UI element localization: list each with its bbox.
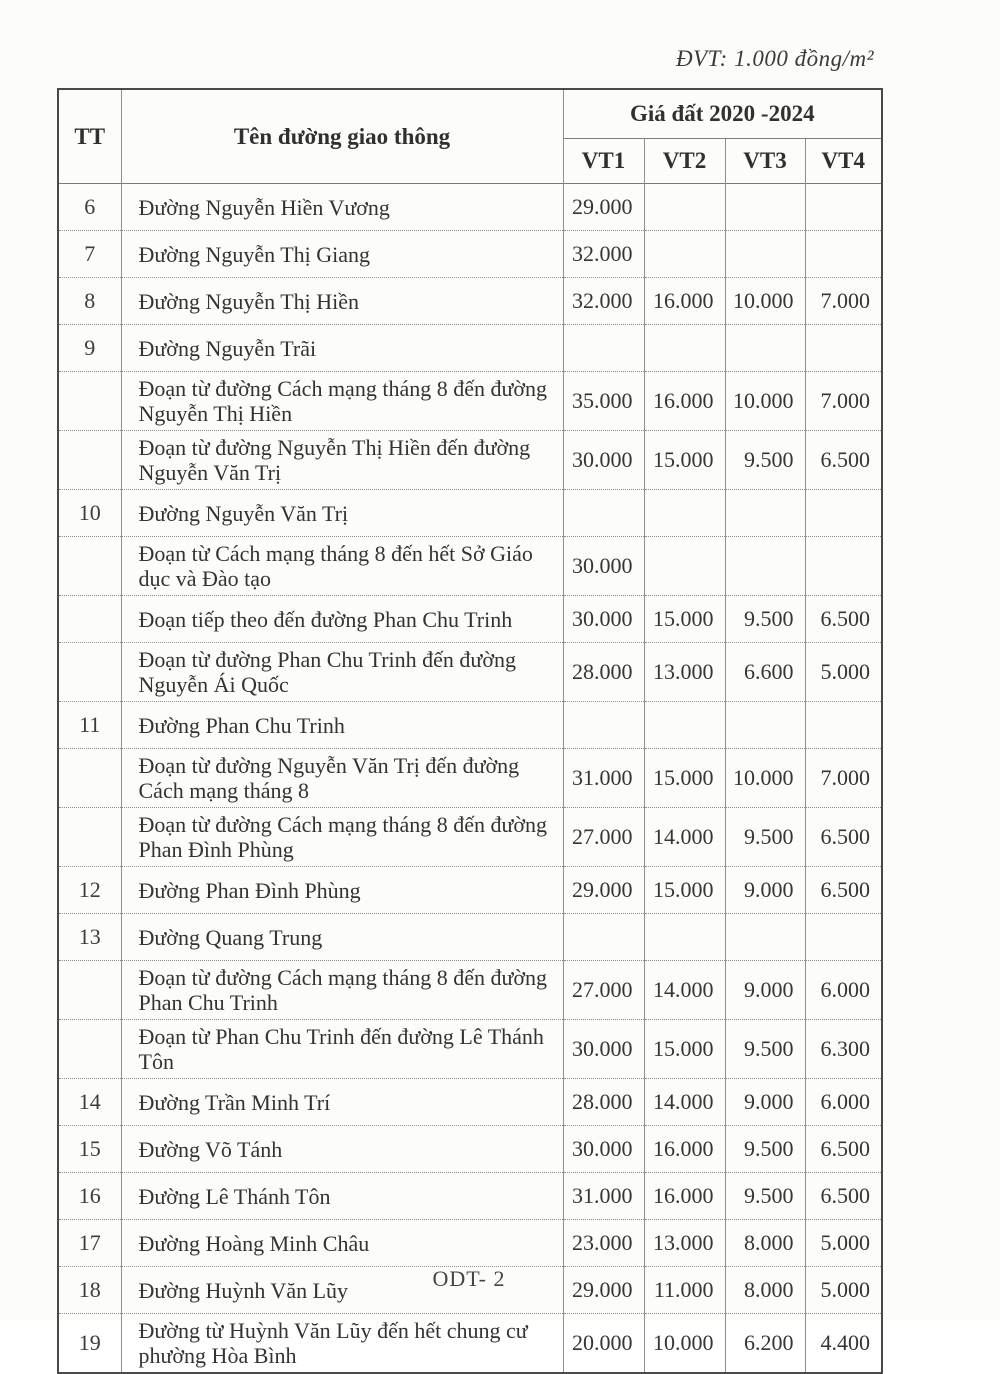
header-price-group: Giá đất 2020 -2024: [563, 89, 882, 139]
header-row-group: [58, 89, 882, 139]
unit-note: ĐVT: 1.000 đồng/m²: [676, 46, 874, 71]
price-vt2: 14.000: [644, 808, 725, 867]
price-vt2: [644, 325, 725, 372]
road-name: Đường Lê Thánh Tôn: [121, 1173, 563, 1220]
price-vt2: 15.000: [644, 596, 725, 643]
price-vt2: [644, 231, 725, 278]
row-number: 8: [58, 278, 121, 325]
price-vt4: 5.000: [805, 643, 882, 702]
road-name: Đường Trần Minh Trí: [121, 1079, 563, 1126]
price-vt3: 9.500: [725, 596, 805, 643]
header-vt1: VT1: [563, 139, 644, 184]
price-vt3: 9.000: [725, 1079, 805, 1126]
price-vt3: [725, 325, 805, 372]
row-number: [58, 961, 121, 1020]
price-vt3: 9.500: [725, 431, 805, 490]
price-vt4: 6.300: [805, 1020, 882, 1079]
price-vt1: 32.000: [563, 231, 644, 278]
row-number: 16: [58, 1173, 121, 1220]
price-vt2: 16.000: [644, 1173, 725, 1220]
price-vt2: [644, 702, 725, 749]
row-number: [58, 643, 121, 702]
price-vt3: 8.000: [725, 1220, 805, 1267]
price-vt2: 15.000: [644, 1020, 725, 1079]
price-vt3: [725, 184, 805, 231]
price-vt4: 7.000: [805, 372, 882, 431]
price-vt3: 9.000: [725, 961, 805, 1020]
table-row: [58, 278, 882, 325]
price-vt4: 6.000: [805, 961, 882, 1020]
road-name: Đoạn từ đường Nguyễn Thị Hiền đến đường Nguyễn Văn Trị: [121, 431, 563, 490]
table-row: [58, 867, 882, 914]
price-vt1: 29.000: [563, 184, 644, 231]
price-vt4: [805, 490, 882, 537]
price-vt2: 13.000: [644, 643, 725, 702]
price-vt3: [725, 537, 805, 596]
price-vt1: 31.000: [563, 1173, 644, 1220]
price-vt4: [805, 702, 882, 749]
row-number: [58, 537, 121, 596]
row-number: 9: [58, 325, 121, 372]
table-row: [58, 325, 882, 372]
price-vt3: 6.600: [725, 643, 805, 702]
row-number: 10: [58, 490, 121, 537]
table-body: [58, 184, 882, 1374]
price-vt3: [725, 702, 805, 749]
table-row: [58, 1314, 882, 1374]
road-name: Đoạn từ đường Cách mạng tháng 8 đến đường Nguyễn Thị Hiền: [121, 372, 563, 431]
table-row: [58, 431, 882, 490]
price-vt1: 27.000: [563, 961, 644, 1020]
price-vt4: [805, 231, 882, 278]
price-vt3: [725, 231, 805, 278]
row-number: [58, 749, 121, 808]
price-vt2: 15.000: [644, 749, 725, 808]
road-name: Đường Hoàng Minh Châu: [121, 1220, 563, 1267]
page-footer: ODT- 2: [432, 1266, 506, 1291]
road-name: Đường Quang Trung: [121, 914, 563, 961]
row-number: 7: [58, 231, 121, 278]
price-vt2: [644, 537, 725, 596]
table-row: [58, 1126, 882, 1173]
price-vt4: 5.000: [805, 1267, 882, 1314]
price-vt1: 30.000: [563, 431, 644, 490]
table-row: [58, 372, 882, 431]
price-vt3: 10.000: [725, 278, 805, 325]
price-vt1: 30.000: [563, 596, 644, 643]
table-row: [58, 1173, 882, 1220]
road-name: Đường Nguyễn Thị Giang: [121, 231, 563, 278]
price-vt4: 6.500: [805, 596, 882, 643]
price-vt2: 16.000: [644, 278, 725, 325]
header-vt3: VT3: [725, 139, 805, 184]
road-name: Đường Phan Đình Phùng: [121, 867, 563, 914]
row-number: 11: [58, 702, 121, 749]
price-vt1: 29.000: [563, 1267, 644, 1314]
road-name: Đoạn từ đường Cách mạng tháng 8 đến đường Phan Đình Phùng: [121, 808, 563, 867]
row-number: 18: [58, 1267, 121, 1314]
row-number: [58, 431, 121, 490]
price-vt1: 29.000: [563, 867, 644, 914]
road-name: Đoạn từ Phan Chu Trinh đến đường Lê Thánh Tôn: [121, 1020, 563, 1079]
price-vt1: [563, 490, 644, 537]
road-name: Đường từ Huỳnh Văn Lũy đến hết chung cư phường Hòa Bình: [121, 1314, 563, 1374]
row-number: 13: [58, 914, 121, 961]
table-row: [58, 749, 882, 808]
price-vt3: 9.500: [725, 1126, 805, 1173]
price-vt4: 6.500: [805, 867, 882, 914]
row-number: 17: [58, 1220, 121, 1267]
price-vt2: [644, 914, 725, 961]
price-vt2: 14.000: [644, 1079, 725, 1126]
row-number: 12: [58, 867, 121, 914]
price-vt1: 30.000: [563, 537, 644, 596]
price-vt4: 7.000: [805, 749, 882, 808]
price-vt1: [563, 702, 644, 749]
price-vt3: [725, 490, 805, 537]
price-vt4: 6.500: [805, 808, 882, 867]
row-number: 15: [58, 1126, 121, 1173]
table-row: [58, 1020, 882, 1079]
price-vt1: 32.000: [563, 278, 644, 325]
road-name: Đoạn tiếp theo đến đường Phan Chu Trinh: [121, 596, 563, 643]
price-vt2: 16.000: [644, 1126, 725, 1173]
table-row: [58, 808, 882, 867]
price-vt1: [563, 325, 644, 372]
price-vt2: 11.000: [644, 1267, 725, 1314]
price-vt2: 16.000: [644, 372, 725, 431]
table-row: [58, 961, 882, 1020]
price-vt2: 10.000: [644, 1314, 725, 1374]
price-vt3: 9.000: [725, 867, 805, 914]
row-number: 14: [58, 1079, 121, 1126]
price-vt4: [805, 914, 882, 961]
price-vt4: 7.000: [805, 278, 882, 325]
road-name: Đoạn từ Cách mạng tháng 8 đến hết Sở Giáo dục và Đào tạo: [121, 537, 563, 596]
price-vt3: 10.000: [725, 749, 805, 808]
price-vt1: 28.000: [563, 643, 644, 702]
road-name: Đoạn từ đường Phan Chu Trinh đến đường Nguyễn Ái Quốc: [121, 643, 563, 702]
table-row: [58, 643, 882, 702]
price-vt2: 13.000: [644, 1220, 725, 1267]
price-vt4: 6.000: [805, 1079, 882, 1126]
header-road-name: Tên đường giao thông: [121, 89, 563, 184]
road-name: Đoạn từ đường Cách mạng tháng 8 đến đường Phan Chu Trinh: [121, 961, 563, 1020]
table-row: [58, 184, 882, 231]
price-vt4: 4.400: [805, 1314, 882, 1374]
header-vt2: VT2: [644, 139, 725, 184]
table-row: [58, 1079, 882, 1126]
row-number: [58, 808, 121, 867]
price-vt1: 30.000: [563, 1126, 644, 1173]
price-vt2: [644, 490, 725, 537]
table-row: [58, 490, 882, 537]
price-vt3: [725, 914, 805, 961]
road-name: Đường Huỳnh Văn Lũy: [121, 1267, 563, 1314]
land-price-table: [57, 88, 883, 1374]
road-name: Đường Nguyễn Hiền Vương: [121, 184, 563, 231]
road-name: Đường Nguyễn Trãi: [121, 325, 563, 372]
price-vt3: 8.000: [725, 1267, 805, 1314]
table-row: [58, 914, 882, 961]
price-vt1: 35.000: [563, 372, 644, 431]
table-row: [58, 537, 882, 596]
price-vt1: 27.000: [563, 808, 644, 867]
price-vt4: [805, 325, 882, 372]
row-number: [58, 596, 121, 643]
road-name: Đường Võ Tánh: [121, 1126, 563, 1173]
price-vt1: 30.000: [563, 1020, 644, 1079]
price-vt3: 9.500: [725, 808, 805, 867]
road-name: Đoạn từ đường Nguyễn Văn Trị đến đường Cách mạng tháng 8: [121, 749, 563, 808]
row-number: 19: [58, 1314, 121, 1374]
price-vt2: 15.000: [644, 431, 725, 490]
price-vt3: 9.500: [725, 1020, 805, 1079]
header-tt: TT: [58, 89, 121, 184]
road-name: Đường Nguyễn Thị Hiền: [121, 278, 563, 325]
price-vt3: 10.000: [725, 372, 805, 431]
price-vt1: 28.000: [563, 1079, 644, 1126]
price-vt4: 6.500: [805, 431, 882, 490]
price-vt3: 9.500: [725, 1173, 805, 1220]
price-vt2: 15.000: [644, 867, 725, 914]
price-vt4: 6.500: [805, 1173, 882, 1220]
price-vt2: [644, 184, 725, 231]
price-vt1: [563, 914, 644, 961]
price-vt4: [805, 537, 882, 596]
table-row: [58, 702, 882, 749]
header-vt4: VT4: [805, 139, 882, 184]
price-vt4: 5.000: [805, 1220, 882, 1267]
table-row: [58, 231, 882, 278]
road-name: Đường Nguyễn Văn Trị: [121, 490, 563, 537]
table-row: [58, 1220, 882, 1267]
road-name: Đường Phan Chu Trinh: [121, 702, 563, 749]
price-vt4: [805, 184, 882, 231]
price-vt4: 6.500: [805, 1126, 882, 1173]
row-number: [58, 1020, 121, 1079]
price-vt2: 14.000: [644, 961, 725, 1020]
price-vt1: 20.000: [563, 1314, 644, 1374]
table-header: [58, 89, 882, 184]
price-vt1: 23.000: [563, 1220, 644, 1267]
row-number: 6: [58, 184, 121, 231]
row-number: [58, 372, 121, 431]
table-row: [58, 596, 882, 643]
price-vt3: 6.200: [725, 1314, 805, 1374]
price-vt1: 31.000: [563, 749, 644, 808]
